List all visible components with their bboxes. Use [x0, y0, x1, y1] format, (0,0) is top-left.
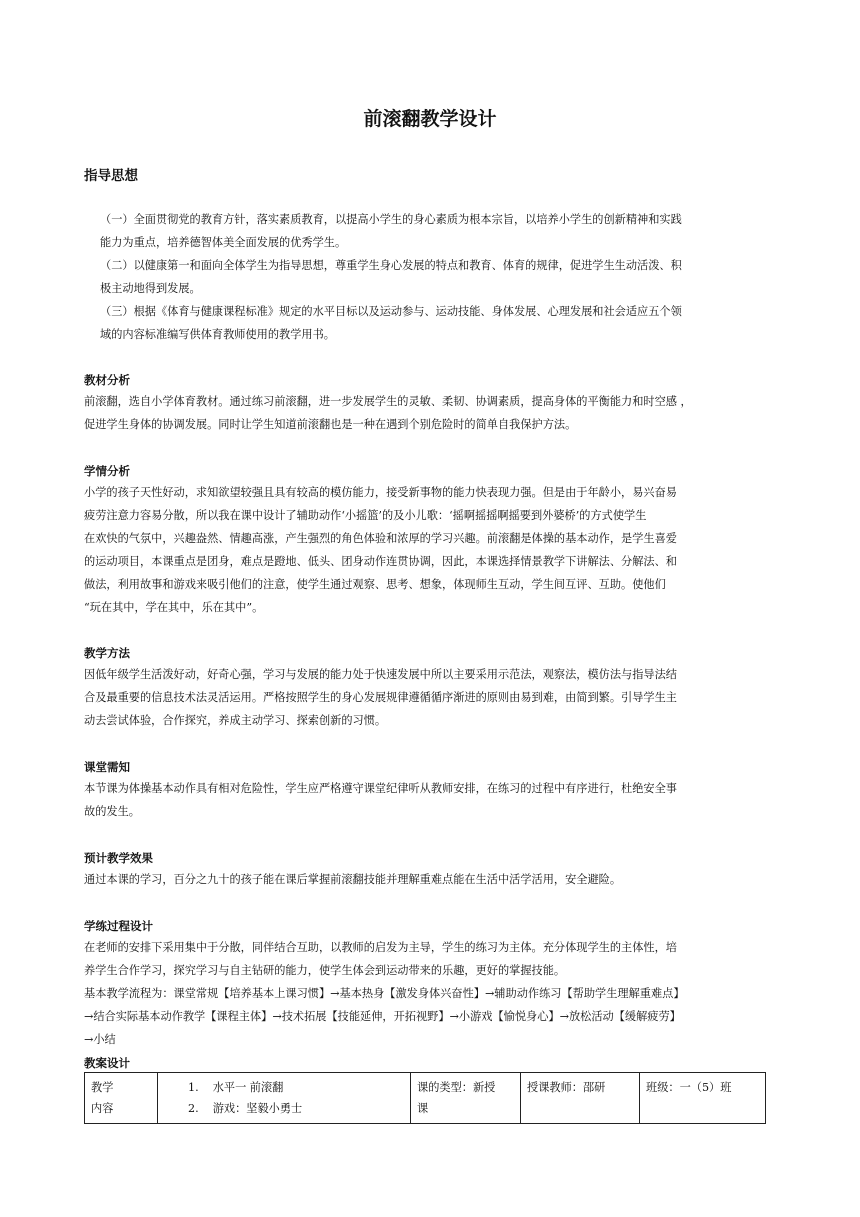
notice-heading: 课堂需知	[84, 760, 130, 774]
content-label-line: 内容	[91, 1102, 114, 1115]
content-item	[188, 1098, 404, 1119]
plan-heading: 教案设计	[84, 1056, 130, 1070]
class-cell: 班级：一（5）班	[640, 1073, 766, 1124]
effect-heading: 预计教学效果	[84, 851, 153, 865]
method-heading: 教学方法	[84, 646, 130, 660]
method-line: 因低年级学生活泼好动，好奇心强，学习与发展的能力处于快速发展中所以主要采用示范法，观察法，模仿法与指导法结	[84, 668, 677, 681]
guiding-heading: 指导思想	[84, 168, 138, 184]
learner-line: 疲劳注意力容易分散，所以我在课中设计了辅助动作‘小摇篮’的及小儿歌：‘摇啊摇摇啊摇要到外婆桥’的方式使学生	[84, 509, 647, 522]
content-label-line: 教学	[91, 1081, 114, 1094]
document-title: 前滚翻教学设计	[363, 108, 497, 130]
lesson-type-line: 课的类型：新授	[417, 1081, 496, 1094]
method-line: 合及最重要的信息技术法灵活运用。严格按照学生的身心发展规律遵循循序渐进的原则由易到难，由简到繁。引导学生主	[84, 691, 677, 704]
guiding-line: 域的内容标准编写供体育教师使用的教学用书。	[100, 328, 335, 341]
method-line: 动去尝试体验，合作探究，养成主动学习、探索创新的习惯。	[84, 714, 387, 727]
content-label-cell	[85, 1073, 158, 1124]
material-line: 促进学生身体的协调发展。同时让学生知道前滚翻也是一种在遇到个别危险时的简单自我保护方法。	[84, 418, 577, 431]
effect-line: 通过本课的学习，百分之九十的孩子能在课后掌握前滚翻技能并理解重难点能在生活中活学活用，安全避险。	[84, 873, 622, 886]
learner-line: 小学的孩子天性好动，求知欲望较强且具有较高的模仿能力，接受新事物的能力快表现力强。但是由于年龄小，易兴奋易	[84, 486, 677, 499]
notice-line: 故的发生。	[84, 805, 140, 818]
process-line: 养学生合作学习，探究学习与自主钻研的能力，使学生体会到运动带来的乐趣，更好的掌握技能。	[84, 964, 566, 977]
lesson-type-cell	[411, 1073, 521, 1124]
process-line: 在老师的安排下采用集中于分散，同伴结合互助，以教师的启发为主导，学生的练习为主体。充分体现学生的主体性，培	[84, 941, 677, 954]
learner-heading: 学情分析	[84, 464, 130, 478]
material-heading: 教材分析	[84, 373, 130, 387]
process-line: →结合实际基本动作教学【课程主体】→技术拓展【技能延伸，开拓视野】→小游戏【愉悦身心】→放松活动【缓解疲劳】	[84, 1010, 681, 1023]
guiding-line: 能力为重点，培养德智体美全面发展的优秀学生。	[100, 236, 347, 249]
table-row	[85, 1073, 766, 1124]
material-line: 前滚翻，选自小学体育教材。通过练习前滚翻，进一步发展学生的灵敏、柔韧、协调素质，提高身体的平衡能力和时空感 ，	[84, 395, 692, 408]
guiding-line: （一）全面贯彻党的教育方针，落实素质教育，以提高小学生的身心素质为根本宗旨，以培养小学生的创新精神和实践	[100, 213, 682, 226]
teacher-cell: 授课教师：邵研	[521, 1073, 640, 1124]
learner-line: 的运动项目，本课重点是团身，难点是蹬地、低头、团身动作连贯协调，因此，本课选择情景教学下讲解法、分解法、和	[84, 555, 677, 568]
lesson-type-line: 课	[417, 1102, 429, 1115]
item-number: 1.	[188, 1081, 199, 1094]
process-heading: 学练过程设计	[84, 919, 153, 933]
guiding-line: 极主动地得到发展。	[100, 282, 201, 295]
content-items-cell	[158, 1073, 411, 1124]
item-text: 水平一 前滚翻	[212, 1081, 284, 1094]
learner-line: “玩在其中，学在其中，乐在其中”。	[84, 601, 264, 614]
process-line: →小结	[84, 1033, 116, 1046]
item-text: 游戏：坚毅小勇士	[212, 1102, 303, 1115]
learner-line: 在欢快的气氛中，兴趣盎然、情趣高涨，产生强烈的角色体验和浓厚的学习兴趣。前滚翻是体操的基本动作，是学生喜爱	[84, 532, 677, 545]
guiding-line: （三）根据《体育与健康课程标准》规定的水平目标以及运动参与、运动技能、身体发展、心理发展和社会适应五个领	[100, 305, 682, 318]
item-number: 2.	[188, 1102, 199, 1115]
notice-line: 本节课为体操基本动作具有相对危险性，学生应严格遵守课堂纪律听从教师安排，在练习的过程中有序进行，杜绝安全事	[84, 782, 677, 795]
content-item	[188, 1077, 404, 1098]
process-line: 基本教学流程为：课堂常规【培养基本上课习惯】→基本热身【激发身体兴奋性】→辅助动作练习【帮助学生理解重难点】	[84, 987, 685, 1000]
learner-line: 做法，利用故事和游戏来吸引他们的注意，使学生通过观察、思考、想象，体现师生互动，学生间互评、互助。使他们	[84, 578, 666, 591]
guiding-line: （二）以健康第一和面向全体学生为指导思想，尊重学生身心发展的特点和教育、体育的规律，促进学生生动活泼、积	[100, 259, 682, 272]
lesson-plan-table	[84, 1072, 766, 1124]
